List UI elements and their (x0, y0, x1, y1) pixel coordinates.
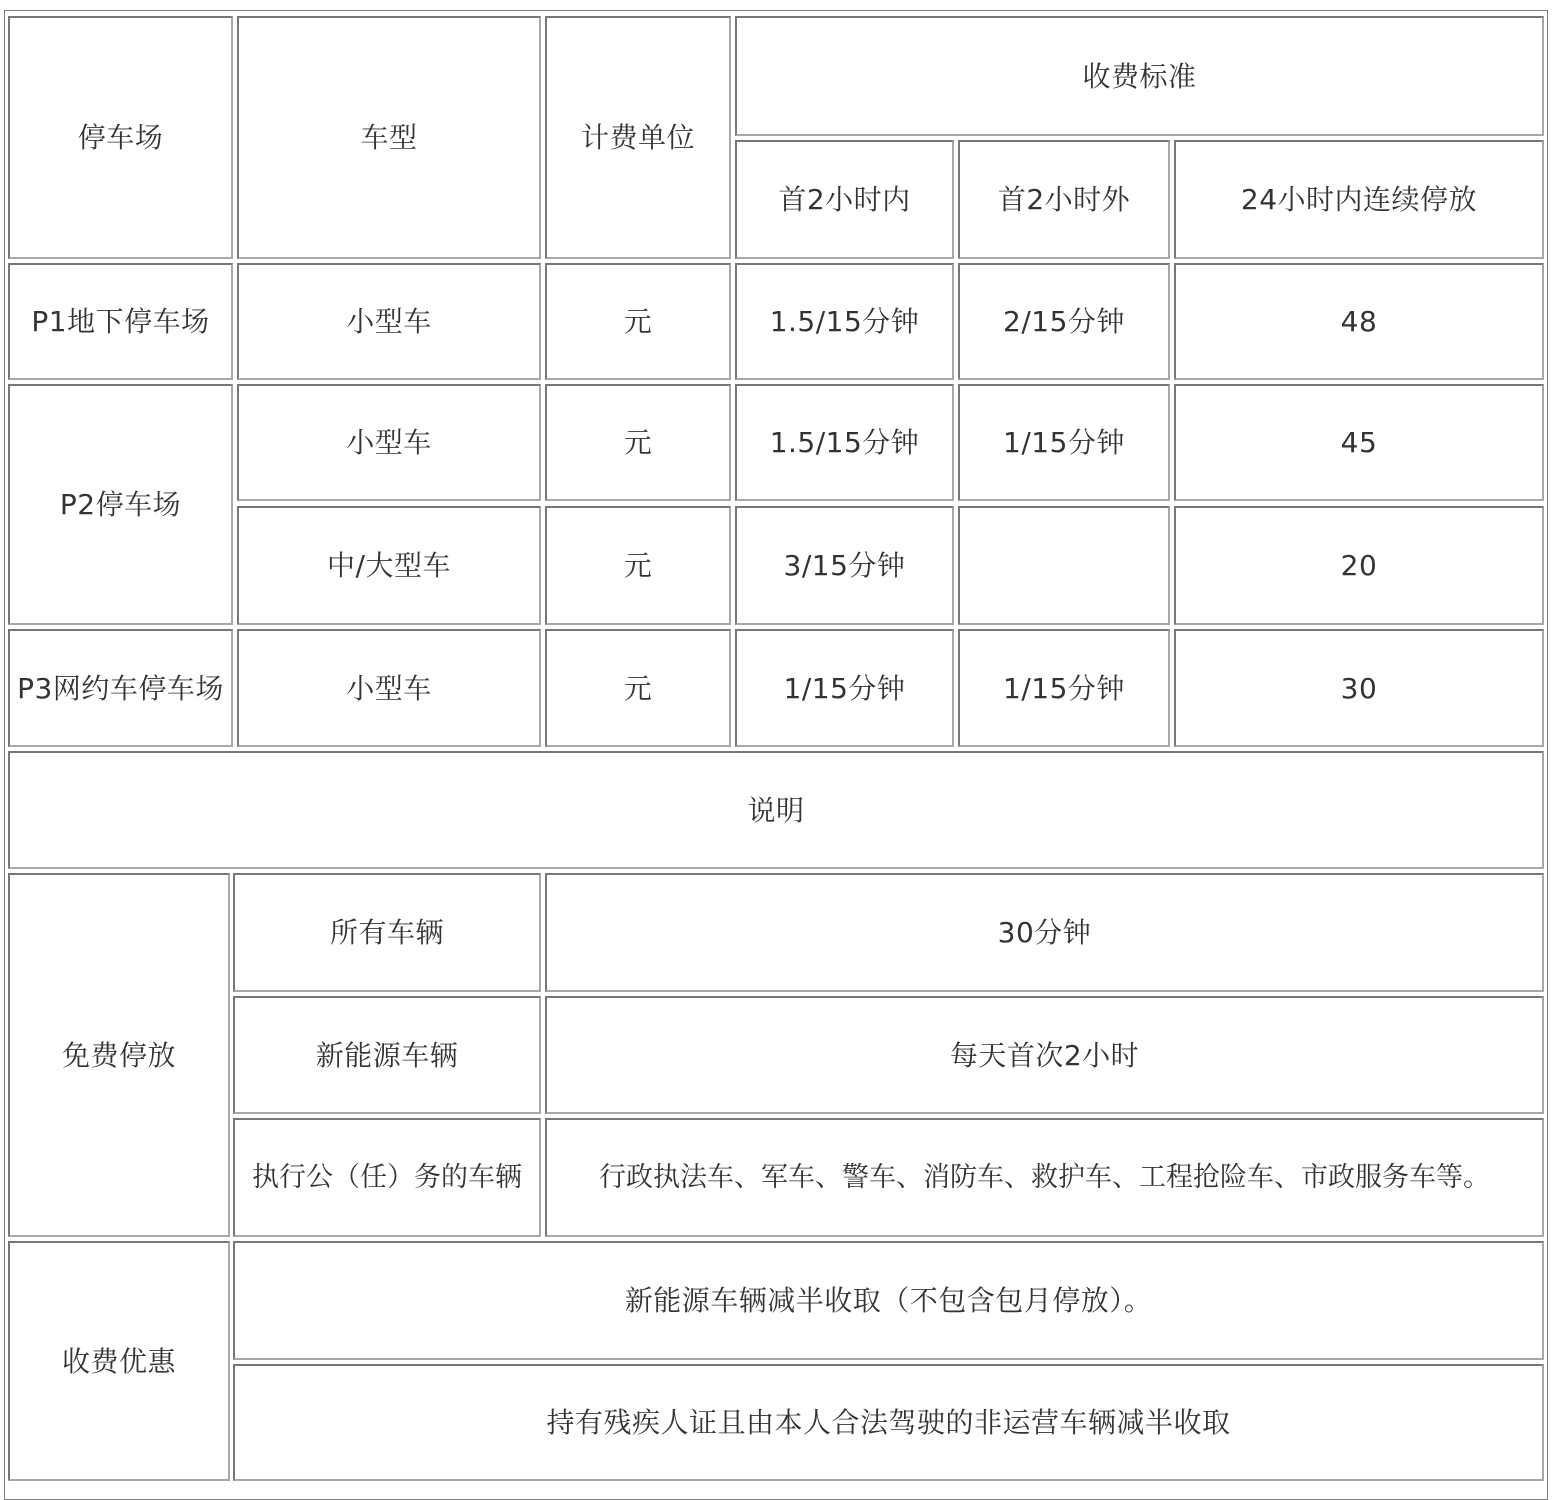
free-parking-label: 免费停放 (8, 873, 230, 1237)
within-2h-cell: 1/15分钟 (735, 629, 954, 747)
discount-item: 新能源车辆减半收取（不包含包月停放）。 (233, 1241, 1544, 1360)
beyond-2h-cell: 2/15分钟 (958, 263, 1170, 380)
beyond-2h-cell (958, 506, 1170, 625)
header-billing-unit: 计费单位 (545, 16, 731, 259)
vehicle-cell: 小型车 (237, 629, 541, 747)
beyond-2h-cell: 1/15分钟 (958, 384, 1170, 501)
cap-24h-cell: 30 (1174, 629, 1544, 747)
header-vehicle-type: 车型 (237, 16, 541, 259)
header-fee-standard: 收费标准 (735, 16, 1544, 136)
unit-cell: 元 (545, 263, 731, 380)
lot-cell-p1: P1地下停车场 (8, 263, 233, 380)
cap-24h-cell: 48 (1174, 263, 1544, 380)
free-item-name: 新能源车辆 (233, 996, 541, 1114)
lot-cell-p2: P2停车场 (8, 384, 233, 625)
vehicle-cell: 中/大型车 (237, 506, 541, 625)
free-item-value: 行政执法车、军车、警车、消防车、救护车、工程抢险车、市政服务车等。 (545, 1118, 1544, 1237)
free-item-value: 30分钟 (545, 873, 1544, 992)
within-2h-cell: 1.5/15分钟 (735, 384, 954, 501)
lot-cell-p3: P3网约车停车场 (8, 629, 233, 747)
beyond-2h-cell: 1/15分钟 (958, 629, 1170, 747)
discount-label: 收费优惠 (8, 1241, 230, 1481)
header-parking-lot: 停车场 (8, 16, 233, 259)
free-item-value: 每天首次2小时 (545, 996, 1544, 1114)
header-first-2h-within: 首2小时内 (735, 140, 954, 259)
vehicle-cell: 小型车 (237, 384, 541, 501)
free-item-name: 所有车辆 (233, 873, 541, 992)
cap-24h-cell: 20 (1174, 506, 1544, 625)
unit-cell: 元 (545, 384, 731, 501)
within-2h-cell: 1.5/15分钟 (735, 263, 954, 380)
discount-item: 持有残疾人证且由本人合法驾驶的非运营车辆减半收取 (233, 1364, 1544, 1481)
notes-title: 说明 (8, 751, 1544, 869)
vehicle-cell: 小型车 (237, 263, 541, 380)
unit-cell: 元 (545, 506, 731, 625)
cap-24h-cell: 45 (1174, 384, 1544, 501)
header-24h-continuous: 24小时内连续停放 (1174, 140, 1544, 259)
free-item-name: 执行公（任）务的车辆 (233, 1118, 541, 1237)
unit-cell: 元 (545, 629, 731, 747)
header-first-2h-beyond: 首2小时外 (958, 140, 1170, 259)
within-2h-cell: 3/15分钟 (735, 506, 954, 625)
